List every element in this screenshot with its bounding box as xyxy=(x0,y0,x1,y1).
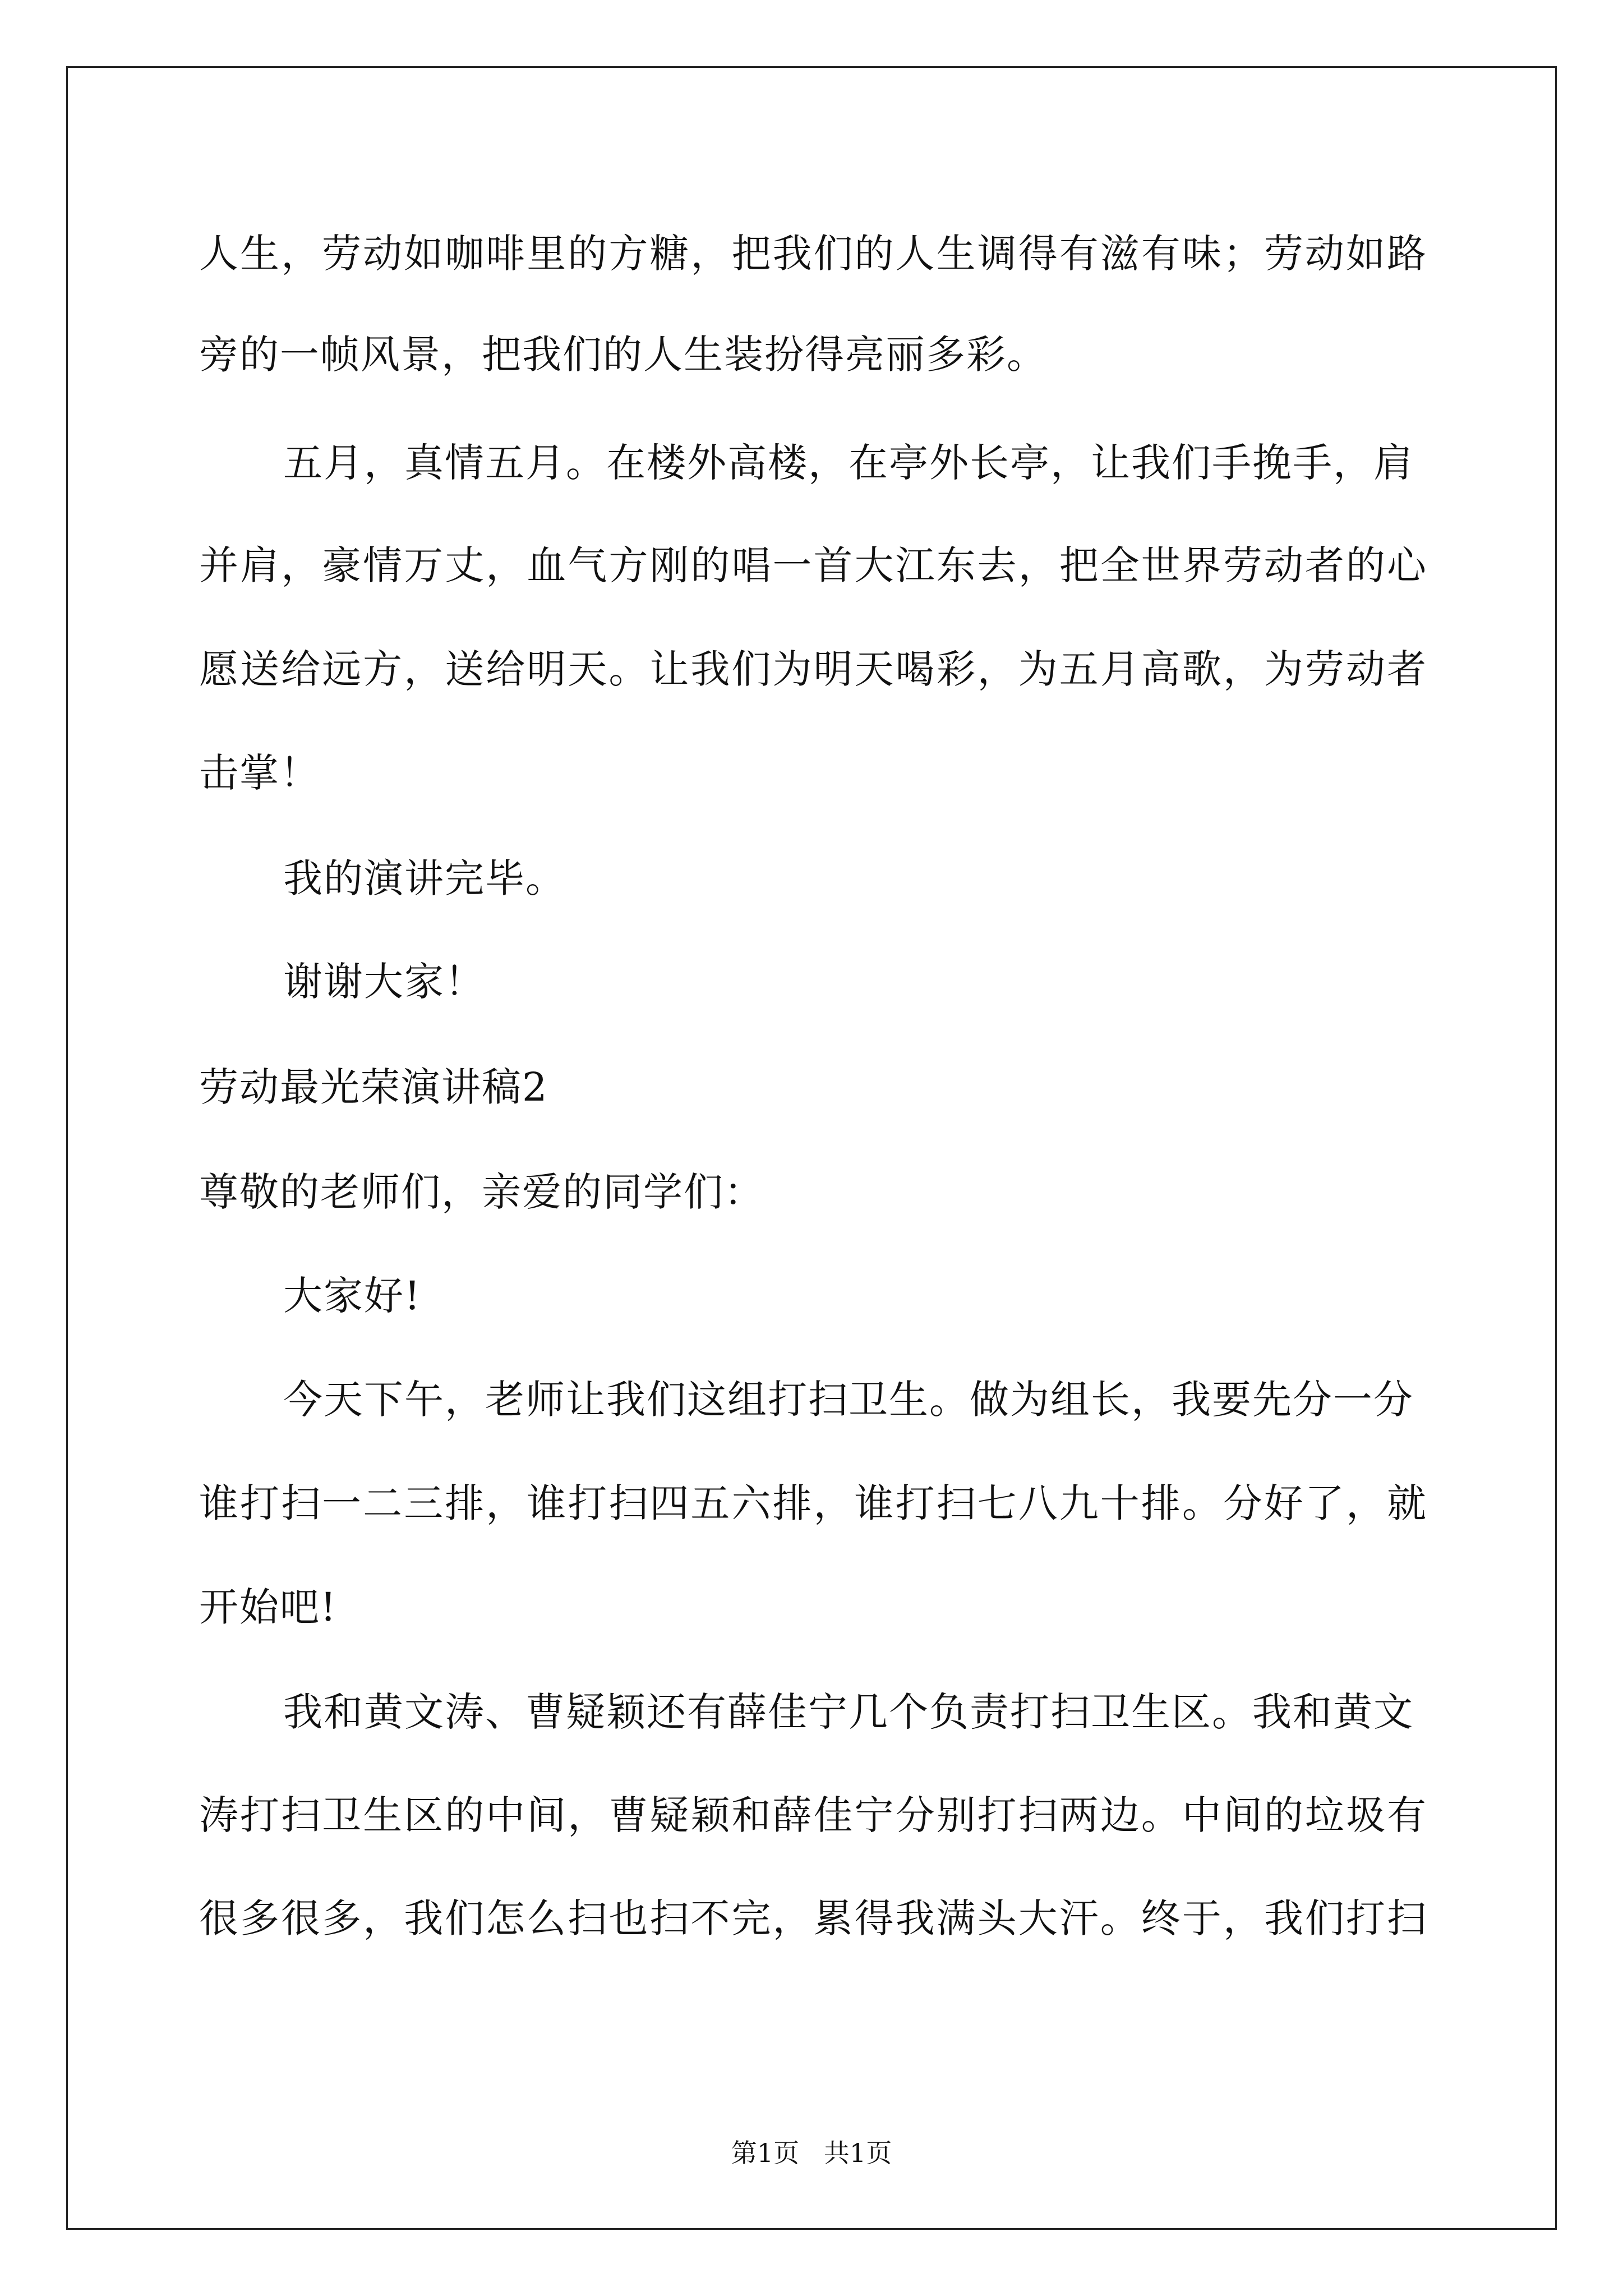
paragraph-line: 今天下午，老师让我们这组打扫卫生。做为组长，我要先分一分 xyxy=(283,1377,1414,1423)
paragraph-line: 谁打扫一二三排，谁打扫四五六排，谁打扫七八九十排。分好了，就 xyxy=(199,1480,1427,1526)
paragraph-line: 五月，真情五月。在楼外高楼，在亭外长亭，让我们手挽手，肩 xyxy=(283,440,1414,486)
greeting: 大家好! xyxy=(283,1273,422,1319)
section-title: 劳动最光荣演讲稿2 xyxy=(199,1064,548,1110)
paragraph-line: 并肩，豪情万丈，血气方刚的唱一首大江东去，把全世界劳动者的心 xyxy=(199,542,1427,588)
page-footer: 第1页 共1页 xyxy=(731,2138,892,2168)
paragraph-line: 我的演讲完毕。 xyxy=(283,855,566,901)
paragraph-line: 谢谢大家！ xyxy=(283,959,485,1005)
paragraph-line: 我和黄文涛、曹疑颖还有薛佳宁几个负责打扫卫生区。我和黄文 xyxy=(283,1689,1414,1735)
salutation: 尊敬的老师们，亲爱的同学们： xyxy=(199,1169,764,1215)
paragraph-line: 击掌！ xyxy=(199,750,320,796)
paragraph-line: 人生，劳动如咖啡里的方糖，把我们的人生调得有滋有味；劳动如路 xyxy=(199,231,1427,277)
paragraph-line: 很多很多，我们怎么扫也扫不完，累得我满头大汗。终于，我们打扫 xyxy=(199,1895,1427,1941)
paragraph-line: 涛打扫卫生区的中间，曹疑颖和薛佳宁分别打扫两边。中间的垃圾有 xyxy=(199,1792,1427,1838)
paragraph-line: 开始吧! xyxy=(199,1584,338,1630)
paragraph-line: 旁的一帧风景，把我们的人生装扮得亮丽多彩。 xyxy=(199,332,1047,378)
paragraph-line: 愿送给远方，送给明天。让我们为明天喝彩，为五月高歌，为劳动者 xyxy=(199,646,1427,692)
